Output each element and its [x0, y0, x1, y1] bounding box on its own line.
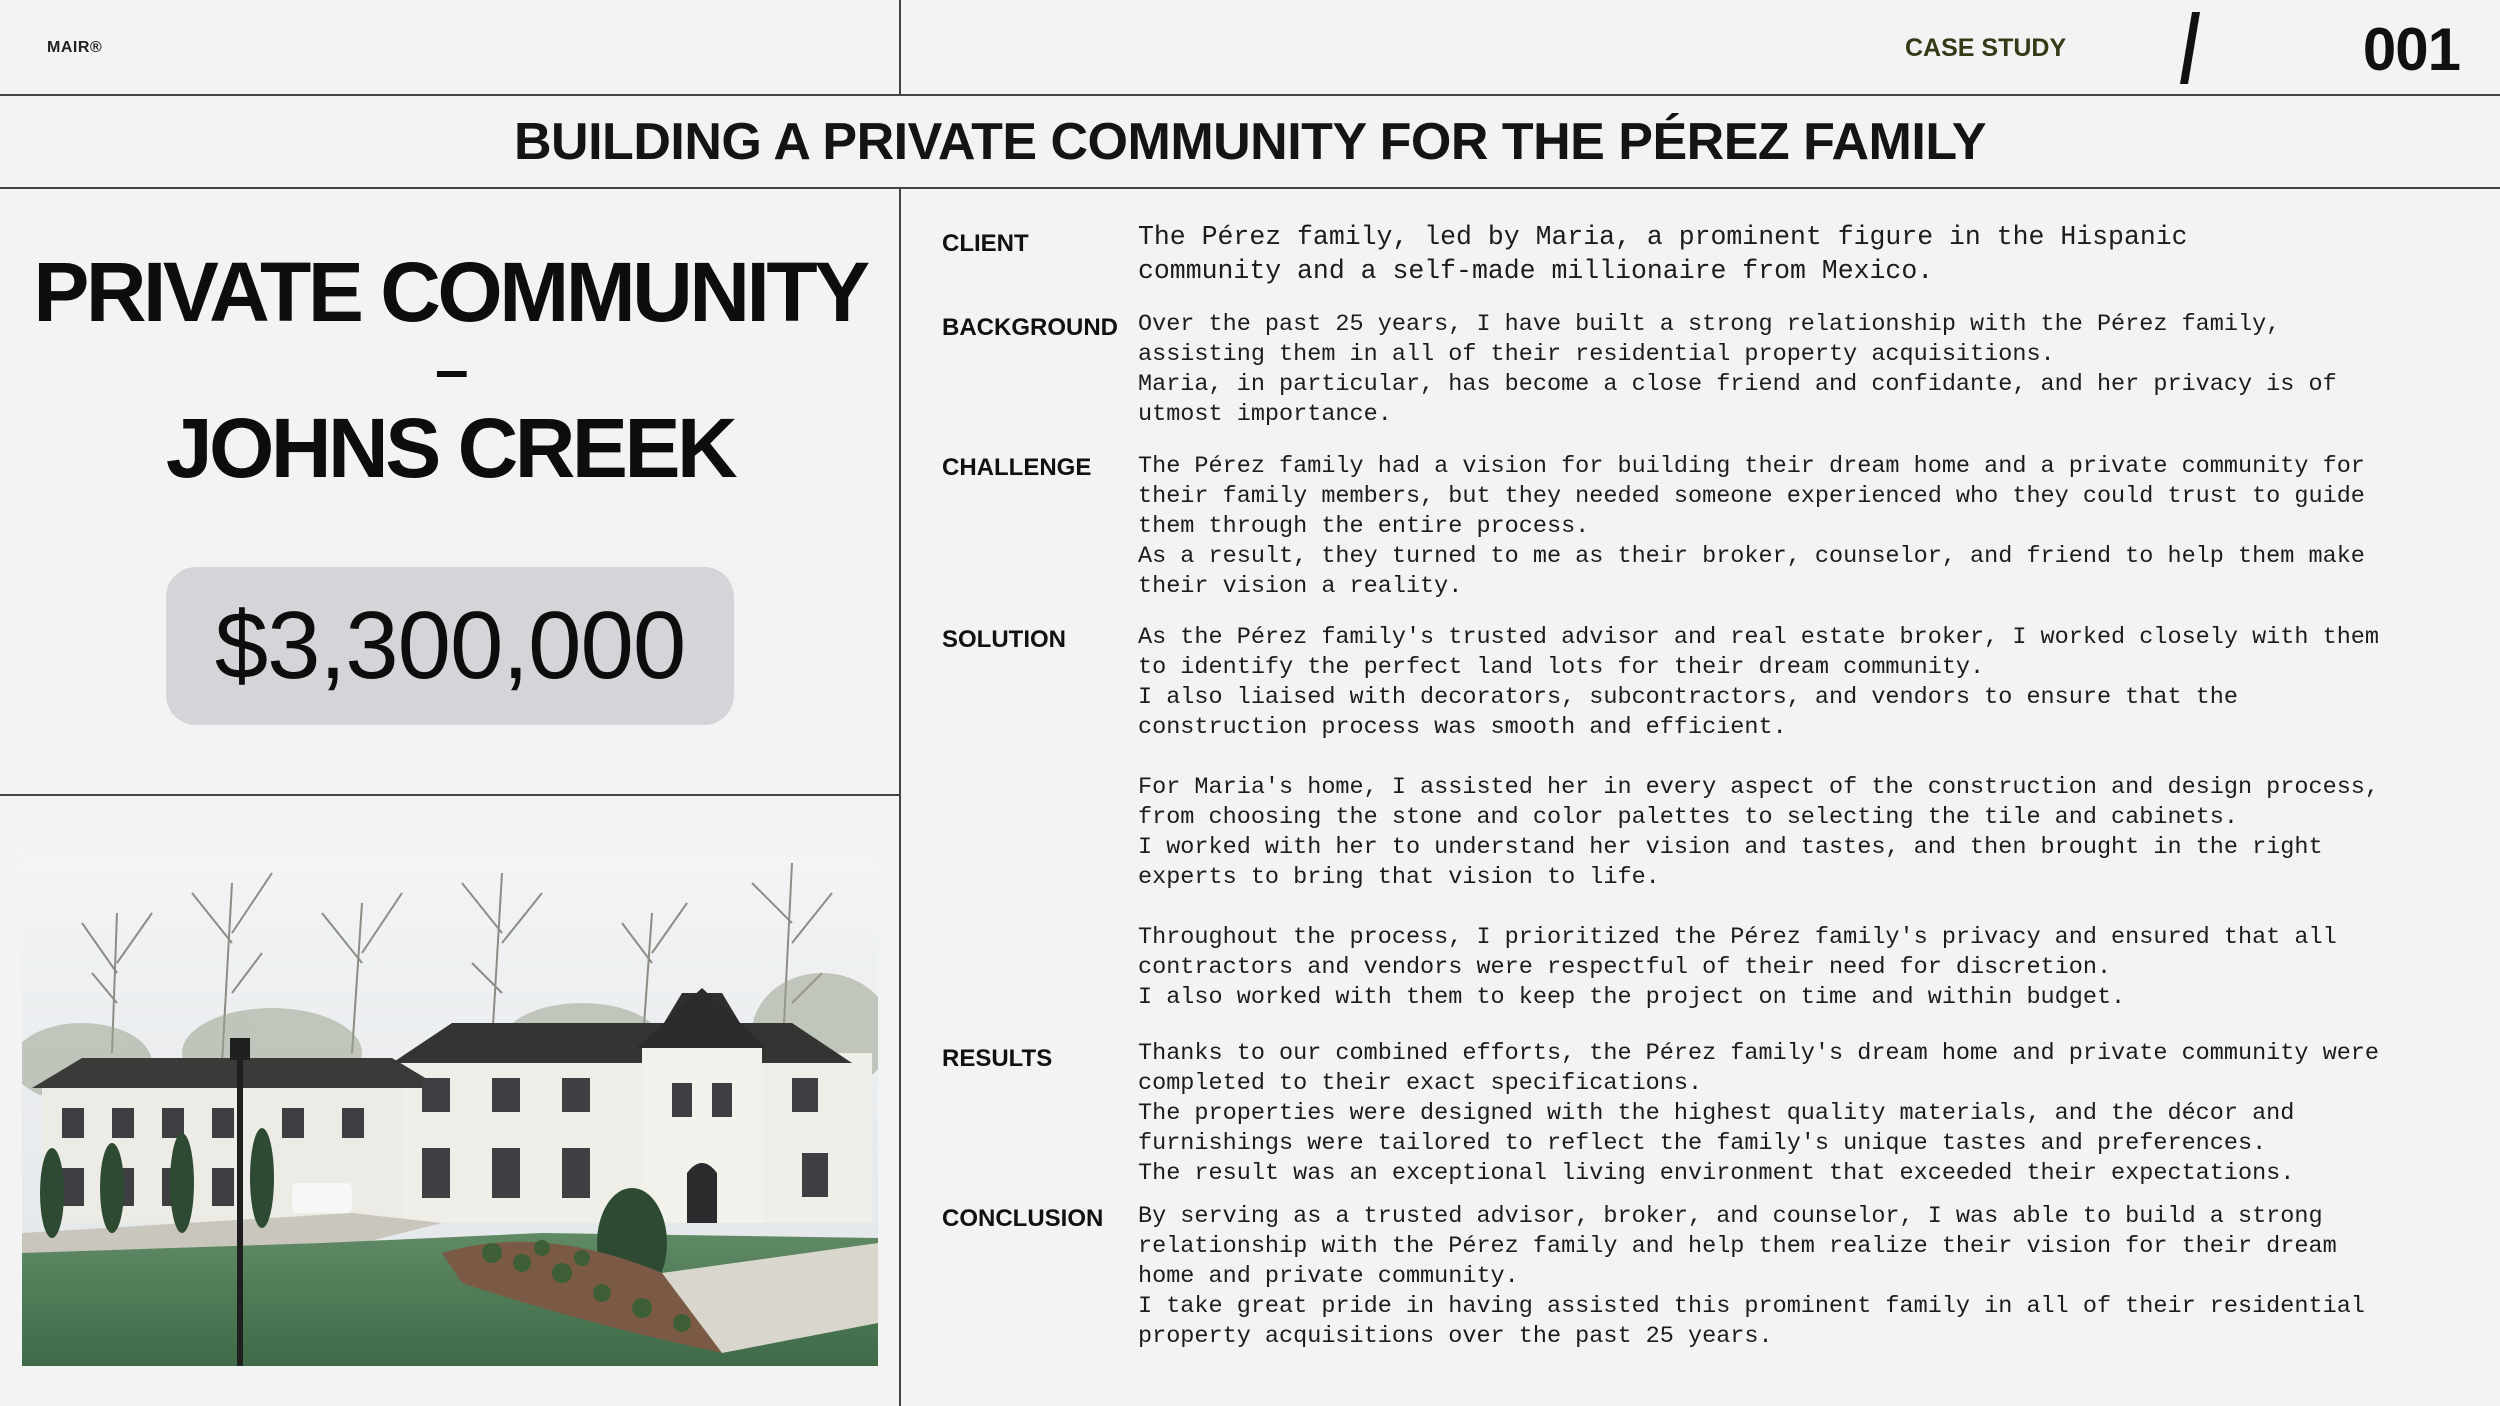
solution-text-p2: For Maria's home, I assisted her in every aspect of the construction and design process, from choosing the stone and color palettes to selecting the tile and cabinets. I worked with her to understand her vision and tastes, and then brought in the right experts to bring that vision to life. [1138, 774, 2380, 891]
column-divider-top [899, 0, 901, 94]
client-label: CLIENT [942, 230, 1029, 257]
background-label: BACKGROUND [942, 314, 1118, 341]
solution-label: SOLUTION [942, 626, 1066, 653]
solution-text-p1: As the Pérez family's trusted advisor and real estate broker, I worked closely with them to identify the perfect land lots for their dream community. I also liaised with decorators, subcontractors, and vendors to ensure that the construction process was smooth and efficient. [1138, 624, 2380, 741]
solution-text-p3: Throughout the process, I prioritized the Pérez family's privacy and ensured that all contractors and vendors were respectful of their need for discretion. I also worked with them to keep the project on time and within budget. [1138, 924, 2337, 1011]
brand-logo: MAIR® [47, 39, 103, 56]
property-photo [22, 853, 878, 1366]
client-text: The Pérez family, led by Maria, a prominent figure in the Hispanic community and a self-made millionaire from Mexico. [1138, 222, 2188, 286]
slash-divider-icon [2180, 12, 2200, 84]
results-text: Thanks to our combined efforts, the Pérez family's dream home and private community were completed to their exact specifications. The properties were designed with the highest quality materials, and the décor and furnishings were tailored to reflect the family's unique tastes and preferences. The result was an exceptional living environment that exceeded their expectations. [1138, 1040, 2380, 1187]
conclusion-text: By serving as a trusted advisor, broker, and counselor, I was able to build a strong relationship with the Pérez family and help them realize their vision for their dream home and private community. I take great pride in having assisted this prominent family in all of their residential property acquisitions over the past 25 years. [1138, 1203, 2365, 1350]
challenge-text: The Pérez family had a vision for building their dream home and a private community for their family members, but they needed someone experienced who they could trust to guide them through the entire process. As a result, they turned to me as their broker, counselor, and friend to help them make their vision a reality. [1138, 453, 2365, 600]
property-name-dash: – [435, 336, 465, 403]
background-text: Over the past 25 years, I have built a strong relationship with the Pérez family, assisting them in all of their residential property acquisitions. Maria, in particular, has become a close friend and confidante, and her privacy is of utmost importance. [1138, 311, 2337, 428]
property-name-line1: PRIVATE COMMUNITY [33, 245, 867, 339]
challenge-label: CHALLENGE [942, 454, 1092, 481]
property-title [0, 245, 900, 495]
case-number: 001 [2362, 16, 2460, 83]
case-study-label: CASE STUDY [1905, 34, 2067, 62]
price-badge: $3,300,000 [166, 567, 734, 725]
left-panel-rule [0, 794, 900, 796]
property-name-line2: JOHNS CREEK [165, 401, 735, 495]
results-label: RESULTS [942, 1045, 1053, 1072]
page-title: BUILDING A PRIVATE COMMUNITY FOR THE PÉREZ FAMILY [514, 113, 1986, 171]
conclusion-label: CONCLUSION [942, 1205, 1104, 1232]
